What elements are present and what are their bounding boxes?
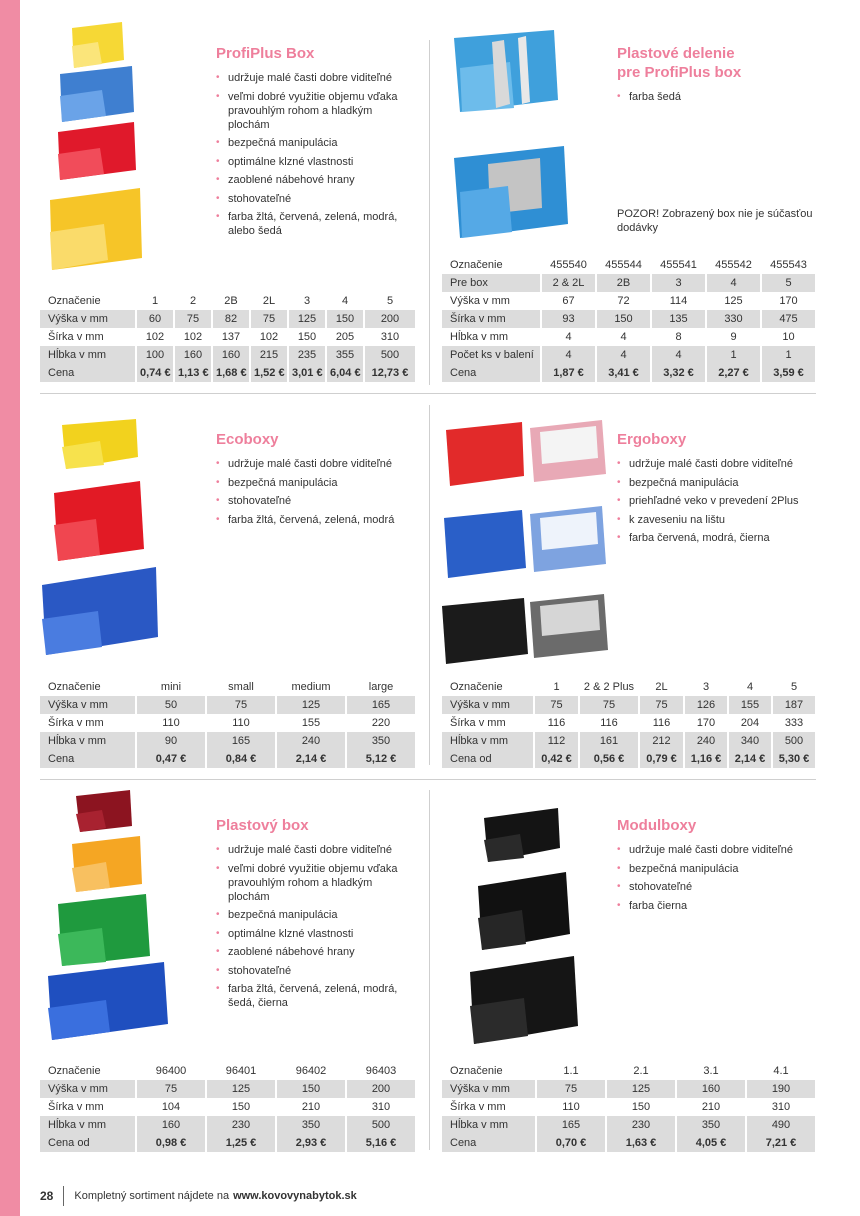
table-cell: 116 [579, 714, 639, 732]
modulboxy-title: Modulboxy [617, 817, 697, 834]
row-label: Hĺbka v mm [442, 328, 541, 346]
table-cell: 2,93 € [276, 1134, 346, 1152]
table-cell: 137 [212, 328, 250, 346]
ecoboxy-features [216, 457, 416, 531]
table-cell: 200 [364, 310, 416, 328]
table-cell: 2,14 € [276, 750, 346, 768]
plastovy-features [216, 843, 416, 1015]
feature-item: • bezpečná manipulácia [216, 476, 416, 490]
table-cell: 240 [684, 732, 728, 750]
table-cell: 200 [346, 1080, 416, 1098]
table-cell: 3 [288, 292, 326, 310]
table-cell: 75 [250, 310, 288, 328]
table-cell: 187 [772, 696, 816, 714]
table-cell: 96400 [136, 1062, 206, 1080]
table-cell: 2 & 2 Plus [579, 678, 639, 696]
table-row [442, 328, 816, 346]
table-cell: 4 [706, 274, 761, 292]
table-cell: 150 [276, 1080, 346, 1098]
feature-item: • farba šedá [617, 90, 817, 104]
profiplus-features [216, 71, 416, 243]
table-cell: 72 [596, 292, 651, 310]
table-row [442, 1134, 816, 1152]
row-label: Označenie [442, 678, 534, 696]
table-cell: 160 [136, 1116, 206, 1134]
table-cell: 4 [651, 346, 706, 364]
table-cell: 3,41 € [596, 364, 651, 382]
table-cell: 3 [651, 274, 706, 292]
table-cell: 102 [174, 328, 212, 346]
row-label: Označenie [40, 678, 136, 696]
table-cell: 1.1 [536, 1062, 606, 1080]
feature-item: • optimálne klzné vlastnosti [216, 927, 416, 941]
table-row [442, 714, 816, 732]
row-label: Výška v mm [40, 696, 136, 714]
row-label: Šírka v mm [442, 310, 541, 328]
table-cell: 0,79 € [639, 750, 684, 768]
footer-text: Kompletný sortiment nájdete na [74, 1190, 230, 1202]
plastovy-spec-table [40, 1062, 417, 1152]
row-label: Šírka v mm [40, 1098, 136, 1116]
table-cell: 12,73 € [364, 364, 416, 382]
feature-item: • priehľadné veko v prevedení 2Plus [617, 494, 817, 508]
table-cell: 5 [364, 292, 416, 310]
feature-item: • stohovateľné [216, 192, 416, 206]
feature-item: • udržuje malé časti dobre viditeľné [216, 71, 416, 85]
table-row [442, 1116, 816, 1134]
ergoboxy-image [440, 418, 610, 666]
table-cell: 67 [541, 292, 596, 310]
table-cell: 150 [326, 310, 364, 328]
table-cell: 170 [761, 292, 816, 310]
table-cell: mini [136, 678, 206, 696]
table-cell: 110 [206, 714, 276, 732]
row-label: Cena od [40, 1134, 136, 1152]
table-cell: 0,84 € [206, 750, 276, 768]
table-cell: 150 [288, 328, 326, 346]
feature-item: • udržuje malé časti dobre viditeľné [617, 843, 817, 857]
table-cell: 165 [206, 732, 276, 750]
table-cell: 75 [206, 696, 276, 714]
table-cell: 310 [746, 1098, 816, 1116]
table-cell: 155 [276, 714, 346, 732]
feature-item: • bezpečná manipulácia [216, 136, 416, 150]
table-cell: 2 & 2L [541, 274, 596, 292]
row-label: Výška v mm [40, 1080, 136, 1098]
row-label: Šírka v mm [40, 328, 136, 346]
table-cell: 215 [250, 346, 288, 364]
feature-item: • veľmi dobré využitie objemu vďaka pravouhlým rohom a hladkým plochám [216, 862, 416, 904]
delenie-title-line2: pre ProfiPlus box [617, 64, 742, 81]
table-cell: 93 [541, 310, 596, 328]
delenie-spec-table [442, 256, 817, 382]
ecoboxy-title: Ecoboxy [216, 431, 279, 448]
table-cell: 3,01 € [288, 364, 326, 382]
table-cell: 135 [651, 310, 706, 328]
table-cell: large [346, 678, 416, 696]
table-row [40, 750, 416, 768]
table-cell: 75 [536, 1080, 606, 1098]
ecoboxy-image [40, 415, 160, 655]
table-cell: 125 [706, 292, 761, 310]
table-cell: 160 [676, 1080, 746, 1098]
table-row [40, 346, 416, 364]
table-cell: 4 [541, 346, 596, 364]
table-cell: 4.1 [746, 1062, 816, 1080]
table-cell: 161 [579, 732, 639, 750]
table-cell: 2B [596, 274, 651, 292]
table-cell: 4 [326, 292, 364, 310]
table-cell: 350 [676, 1116, 746, 1134]
profiplus-box-image [44, 20, 144, 270]
table-cell: 1,25 € [206, 1134, 276, 1152]
modulboxy-image [466, 800, 582, 1044]
plastovy-title: Plastový box [216, 817, 309, 834]
table-cell: 114 [651, 292, 706, 310]
table-cell: 2B [212, 292, 250, 310]
table-row [442, 750, 816, 768]
row-label: Pre box [442, 274, 541, 292]
row-label: Označenie [442, 256, 541, 274]
table-cell: 100 [136, 346, 174, 364]
table-cell: 500 [346, 1116, 416, 1134]
table-cell: 4 [596, 346, 651, 364]
feature-item: • stohovateľné [216, 964, 416, 978]
table-cell: 4 [596, 328, 651, 346]
row-label: Cena [40, 750, 136, 768]
table-cell: 90 [136, 732, 206, 750]
table-cell: 210 [676, 1098, 746, 1116]
table-cell: 160 [212, 346, 250, 364]
row-label: Hĺbka v mm [40, 732, 136, 750]
table-cell: 350 [276, 1116, 346, 1134]
table-cell: 0,47 € [136, 750, 206, 768]
table-cell: 110 [536, 1098, 606, 1116]
table-cell: 116 [534, 714, 579, 732]
feature-item: • bezpečná manipulácia [617, 476, 817, 490]
row-label: Cena [442, 364, 541, 382]
table-cell: 210 [276, 1098, 346, 1116]
row-label: Šírka v mm [40, 714, 136, 732]
modulboxy-spec-table [442, 1062, 817, 1152]
table-cell: 125 [206, 1080, 276, 1098]
feature-item: • udržuje malé časti dobre viditeľné [216, 457, 416, 471]
row-label: Cena [442, 1134, 536, 1152]
feature-item: • farba červená, modrá, čierna [617, 531, 817, 545]
table-cell: 220 [346, 714, 416, 732]
table-cell: 1 [534, 678, 579, 696]
table-cell: 455540 [541, 256, 596, 274]
feature-item: • k zaveseniu na lištu [617, 513, 817, 527]
table-cell: 75 [174, 310, 212, 328]
table-row [442, 732, 816, 750]
table-cell: 500 [364, 346, 416, 364]
table-cell: 2 [174, 292, 212, 310]
table-cell: 3.1 [676, 1062, 746, 1080]
plastovy-box-image [44, 786, 170, 1040]
table-cell: 3,32 € [651, 364, 706, 382]
row-label: Hĺbka v mm [40, 1116, 136, 1134]
table-cell: 7,21 € [746, 1134, 816, 1152]
table-cell: 455543 [761, 256, 816, 274]
table-cell: 0,74 € [136, 364, 174, 382]
page-footer [40, 1186, 357, 1206]
row-label: Cena [40, 364, 136, 382]
feature-item: • bezpečná manipulácia [617, 862, 817, 876]
feature-item: • udržuje malé časti dobre viditeľné [617, 457, 817, 471]
table-row [40, 678, 416, 696]
table-row [442, 274, 816, 292]
row-label: Výška v mm [442, 696, 534, 714]
table-cell: 60 [136, 310, 174, 328]
ecoboxy-spec-table [40, 678, 417, 768]
row-label: Cena od [442, 750, 534, 768]
table-cell: 165 [536, 1116, 606, 1134]
table-cell: 1,16 € [684, 750, 728, 768]
table-cell: 96402 [276, 1062, 346, 1080]
table-cell: 6,04 € [326, 364, 364, 382]
ergoboxy-features [617, 457, 817, 550]
table-cell: 0,98 € [136, 1134, 206, 1152]
table-cell: 2L [250, 292, 288, 310]
table-cell: 350 [346, 732, 416, 750]
table-cell: 3,59 € [761, 364, 816, 382]
row-label: Hĺbka v mm [442, 732, 534, 750]
column-divider [429, 790, 430, 1150]
table-cell: 5 [761, 274, 816, 292]
table-cell: 9 [706, 328, 761, 346]
table-cell: 2.1 [606, 1062, 676, 1080]
table-row [442, 364, 816, 382]
table-cell: 475 [761, 310, 816, 328]
column-divider [429, 40, 430, 385]
page-number: 28 [40, 1189, 54, 1203]
row-label: Označenie [40, 1062, 136, 1080]
table-cell: 102 [136, 328, 174, 346]
delenie-title [617, 44, 741, 82]
row-divider [40, 779, 816, 780]
table-cell: 212 [639, 732, 684, 750]
table-cell: 455542 [706, 256, 761, 274]
table-cell: 1,87 € [541, 364, 596, 382]
table-cell: 150 [606, 1098, 676, 1116]
table-cell: 2,14 € [728, 750, 772, 768]
table-cell: 205 [326, 328, 364, 346]
table-row [40, 1134, 416, 1152]
table-row [442, 1062, 816, 1080]
table-cell: 5,12 € [346, 750, 416, 768]
ergoboxy-title: Ergoboxy [617, 431, 687, 448]
feature-item: • zaoblené nábehové hrany [216, 945, 416, 959]
table-row [442, 678, 816, 696]
feature-item: • zaoblené nábehové hrany [216, 173, 416, 187]
table-cell: 340 [728, 732, 772, 750]
table-cell: 112 [534, 732, 579, 750]
table-cell: 204 [728, 714, 772, 732]
delenie-image [448, 28, 578, 238]
table-cell: 1,68 € [212, 364, 250, 382]
column-divider [429, 405, 430, 765]
table-cell: 2L [639, 678, 684, 696]
table-cell: 190 [746, 1080, 816, 1098]
table-cell: 1,52 € [250, 364, 288, 382]
table-cell: 8 [651, 328, 706, 346]
table-row [442, 310, 816, 328]
table-cell: 3 [684, 678, 728, 696]
table-cell: 4,05 € [676, 1134, 746, 1152]
table-cell: 1 [706, 346, 761, 364]
footer-url-link[interactable]: www.kovovynabytok.sk [233, 1190, 357, 1202]
feature-item: • stohovateľné [216, 494, 416, 508]
table-cell: 2,27 € [706, 364, 761, 382]
row-label: Počet ks v balení [442, 346, 541, 364]
feature-item: • bezpečná manipulácia [216, 908, 416, 922]
table-row [442, 346, 816, 364]
table-cell: 10 [761, 328, 816, 346]
table-cell: 0,56 € [579, 750, 639, 768]
table-cell: 96403 [346, 1062, 416, 1080]
table-cell: 75 [579, 696, 639, 714]
feature-item: • udržuje malé časti dobre viditeľné [216, 843, 416, 857]
table-cell: 1 [136, 292, 174, 310]
table-cell: 75 [136, 1080, 206, 1098]
table-row [40, 1080, 416, 1098]
table-cell: 0,42 € [534, 750, 579, 768]
feature-item: • farba žltá, červená, zelená, modrá, šedá, čierna [216, 982, 416, 1010]
table-cell: 125 [606, 1080, 676, 1098]
row-label: Označenie [40, 292, 136, 310]
table-cell: 1,13 € [174, 364, 212, 382]
sidebar-strip [0, 0, 20, 1216]
table-row [40, 714, 416, 732]
table-cell: 82 [212, 310, 250, 328]
modulboxy-features [617, 843, 817, 917]
table-cell: 150 [206, 1098, 276, 1116]
table-row [40, 1062, 416, 1080]
table-cell: 240 [276, 732, 346, 750]
table-row [442, 1080, 816, 1098]
row-label: Výška v mm [442, 292, 541, 310]
table-cell: small [206, 678, 276, 696]
table-cell: 455544 [596, 256, 651, 274]
table-cell: 160 [174, 346, 212, 364]
table-cell: 455541 [651, 256, 706, 274]
table-cell: 75 [639, 696, 684, 714]
row-label: Šírka v mm [442, 714, 534, 732]
table-row [40, 1116, 416, 1134]
row-label: Označenie [442, 1062, 536, 1080]
table-row [40, 292, 416, 310]
table-cell: 310 [364, 328, 416, 346]
table-cell: 102 [250, 328, 288, 346]
table-row [40, 310, 416, 328]
table-row [442, 256, 816, 274]
row-label: Výška v mm [40, 310, 136, 328]
table-row [40, 1098, 416, 1116]
table-row [442, 1098, 816, 1116]
table-cell: 490 [746, 1116, 816, 1134]
table-cell: 1 [761, 346, 816, 364]
table-row [442, 696, 816, 714]
table-cell: 5,16 € [346, 1134, 416, 1152]
feature-item: • veľmi dobré využitie objemu vďaka pravouhlým rohom a hladkým plochám [216, 90, 416, 132]
table-cell: 1,63 € [606, 1134, 676, 1152]
table-cell: 125 [276, 696, 346, 714]
table-cell: 150 [596, 310, 651, 328]
row-label: Hĺbka v mm [40, 346, 136, 364]
table-cell: 235 [288, 346, 326, 364]
table-cell: 4 [541, 328, 596, 346]
row-label: Výška v mm [442, 1080, 536, 1098]
delenie-title-line1: Plastové delenie [617, 45, 735, 62]
table-cell: 0,70 € [536, 1134, 606, 1152]
table-cell: 165 [346, 696, 416, 714]
table-cell: 96401 [206, 1062, 276, 1080]
table-row [40, 732, 416, 750]
table-cell: 5,30 € [772, 750, 816, 768]
table-cell: 500 [772, 732, 816, 750]
table-cell: 155 [728, 696, 772, 714]
table-cell: 75 [534, 696, 579, 714]
profiplus-spec-table [40, 292, 417, 382]
feature-item: • farba žltá, červená, zelená, modrá [216, 513, 416, 527]
feature-item: • farba žltá, červená, zelená, modrá, alebo šedá [216, 210, 416, 238]
row-divider [40, 393, 816, 394]
table-cell: 104 [136, 1098, 206, 1116]
table-cell: 230 [606, 1116, 676, 1134]
table-cell: medium [276, 678, 346, 696]
table-row [40, 364, 416, 382]
table-cell: 170 [684, 714, 728, 732]
profiplus-title: ProfiPlus Box [216, 45, 315, 62]
ergoboxy-spec-table [442, 678, 817, 768]
table-cell: 355 [326, 346, 364, 364]
row-label: Šírka v mm [442, 1098, 536, 1116]
feature-item: • stohovateľné [617, 880, 817, 894]
delenie-note: POZOR! Zobrazený box nie je súčasťou dodávky [617, 208, 813, 234]
table-cell: 50 [136, 696, 206, 714]
delenie-features [617, 90, 817, 109]
feature-item: • farba čierna [617, 899, 817, 913]
row-label: Hĺbka v mm [442, 1116, 536, 1134]
table-row [40, 328, 416, 346]
table-cell: 230 [206, 1116, 276, 1134]
table-cell: 4 [728, 678, 772, 696]
table-row [40, 696, 416, 714]
table-cell: 330 [706, 310, 761, 328]
feature-item: • optimálne klzné vlastnosti [216, 155, 416, 169]
table-row [442, 292, 816, 310]
table-cell: 110 [136, 714, 206, 732]
table-cell: 125 [288, 310, 326, 328]
table-cell: 333 [772, 714, 816, 732]
table-cell: 310 [346, 1098, 416, 1116]
table-cell: 116 [639, 714, 684, 732]
table-cell: 5 [772, 678, 816, 696]
table-cell: 126 [684, 696, 728, 714]
footer-divider [63, 1186, 64, 1206]
